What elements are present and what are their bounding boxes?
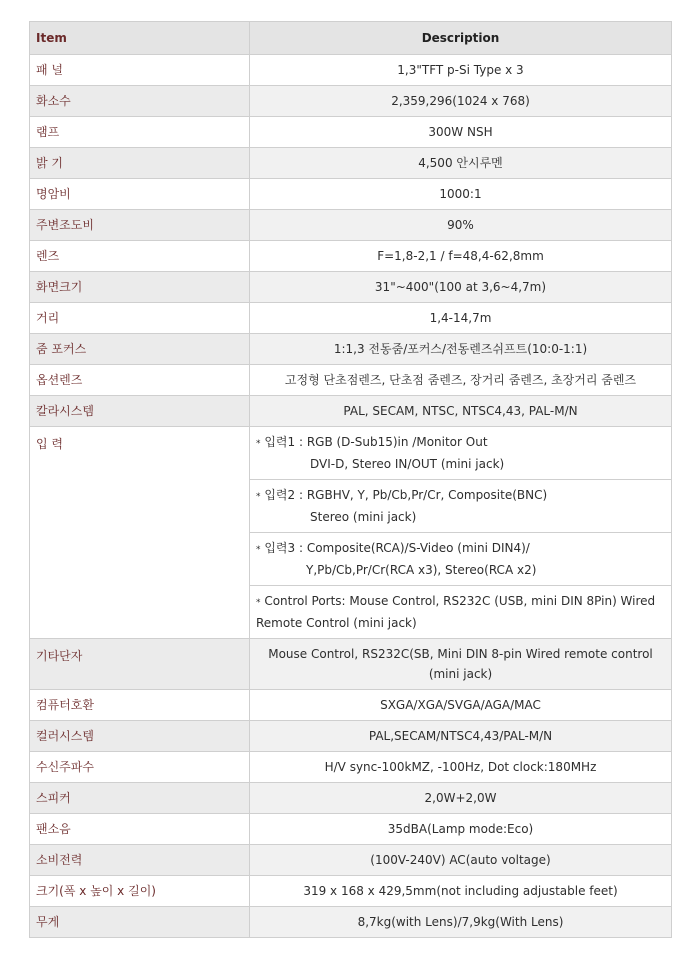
table-row — [30, 241, 672, 272]
row-key: 렌즈 — [30, 241, 250, 272]
row-value: 2,359,296(1024 x 768) — [250, 86, 672, 117]
row-value: 300W NSH — [250, 117, 672, 148]
bullet-icon: * — [256, 439, 261, 449]
row-value: 1000:1 — [250, 179, 672, 210]
row-value: SXGA/XGA/SVGA/AGA/MAC — [250, 690, 672, 721]
header-item: Item — [30, 22, 250, 55]
row-value: 2,0W+2,0W — [250, 783, 672, 814]
input-3-line-1: 입력3 : Composite(RCA)/S-Video (mini DIN4)/ — [264, 541, 530, 555]
row-value: PAL,SECAM/NTSC4,43/PAL-M/N — [250, 721, 672, 752]
table-row — [30, 690, 672, 721]
row-value: 1,3"TFT p-Si Type x 3 — [250, 55, 672, 86]
input-2-line-1: 입력2 : RGBHV, Y, Pb/Cb,Pr/Cr, Composite(BNC) — [264, 488, 548, 502]
table-row — [30, 752, 672, 783]
row-key: 기타단자 — [30, 639, 250, 690]
table-row — [30, 55, 672, 86]
input-key: 입 력 — [30, 427, 250, 639]
row-key: 컴퓨터호환 — [30, 690, 250, 721]
header-description: Description — [250, 22, 672, 55]
table-row — [30, 907, 672, 938]
table-header — [30, 22, 672, 55]
bullet-icon: * — [256, 545, 261, 555]
row-key: 화소수 — [30, 86, 250, 117]
row-key: 칼라시스템 — [30, 396, 250, 427]
table-row — [30, 396, 672, 427]
row-value: 35dBA(Lamp mode:Eco) — [250, 814, 672, 845]
input-3-line-2: Y,Pb/Cb,Pr/Cr(RCA x3), Stereo(RCA x2) — [306, 563, 537, 577]
input-3 — [250, 533, 672, 586]
input-1-line-2: DVI-D, Stereo IN/OUT (mini jack) — [310, 457, 505, 471]
row-value: 1:1,3 전동줌/포커스/전동렌즈쉬프트(10:0-1:1) — [250, 334, 672, 365]
table-row — [30, 179, 672, 210]
table-row — [30, 117, 672, 148]
table-row — [30, 272, 672, 303]
table-row — [30, 814, 672, 845]
row-value: 319 x 168 x 429,5mm(not including adjustable feet) — [250, 876, 672, 907]
control-ports — [250, 586, 672, 639]
row-key: 화면크기 — [30, 272, 250, 303]
row-value: PAL, SECAM, NTSC, NTSC4,43, PAL-M/N — [250, 396, 672, 427]
row-value: (100V-240V) AC(auto voltage) — [250, 845, 672, 876]
row-key: 주변조도비 — [30, 210, 250, 241]
input-1 — [250, 427, 672, 480]
input-2 — [250, 480, 672, 533]
table-row — [30, 365, 672, 396]
row-value: 8,7kg(with Lens)/7,9kg(With Lens) — [250, 907, 672, 938]
table-row — [30, 876, 672, 907]
row-key: 크기(폭 x 높이 x 길이) — [30, 876, 250, 907]
row-key: 팬소음 — [30, 814, 250, 845]
row-key: 줌 포커스 — [30, 334, 250, 365]
row-key: 무게 — [30, 907, 250, 938]
table-row — [30, 86, 672, 117]
row-value: H/V sync-100kMZ, -100Hz, Dot clock:180MHz — [250, 752, 672, 783]
input-row — [30, 427, 672, 480]
row-value: 고정형 단초점렌즈, 단초점 줌렌즈, 장거리 줌렌즈, 초장거리 줌렌즈 — [250, 365, 672, 396]
row-value: 31"~400"(100 at 3,6~4,7m) — [250, 272, 672, 303]
spec-table — [29, 21, 672, 938]
bullet-icon: * — [256, 492, 261, 502]
table-row — [30, 148, 672, 179]
row-value: 4,500 안시루멘 — [250, 148, 672, 179]
table-row — [30, 639, 672, 690]
row-key: 컬러시스템 — [30, 721, 250, 752]
control-ports-text: Control Ports: Mouse Control, RS232C (USB, mini DIN 8Pin) Wired Remote Control (mini jack) — [256, 594, 656, 630]
table-row — [30, 721, 672, 752]
table-row — [30, 210, 672, 241]
input-2-line-2: Stereo (mini jack) — [310, 510, 417, 524]
row-value: 1,4-14,7m — [250, 303, 672, 334]
row-key: 옵션렌즈 — [30, 365, 250, 396]
table-row — [30, 334, 672, 365]
row-key: 패 널 — [30, 55, 250, 86]
row-key: 명암비 — [30, 179, 250, 210]
row-key: 소비전력 — [30, 845, 250, 876]
row-value: F=1,8-2,1 / f=48,4-62,8mm — [250, 241, 672, 272]
row-value: 90% — [250, 210, 672, 241]
input-1-line-1: 입력1 : RGB (D-Sub15)in /Monitor Out — [264, 435, 488, 449]
row-key: 램프 — [30, 117, 250, 148]
table-row — [30, 303, 672, 334]
table-row — [30, 845, 672, 876]
row-key: 스피커 — [30, 783, 250, 814]
row-value: Mouse Control, RS232C(SB, Mini DIN 8-pin Wired remote control (mini jack) — [250, 639, 672, 690]
row-key: 밝 기 — [30, 148, 250, 179]
table-row — [30, 783, 672, 814]
bullet-icon: * — [256, 598, 261, 608]
row-key: 수신주파수 — [30, 752, 250, 783]
row-key: 거리 — [30, 303, 250, 334]
